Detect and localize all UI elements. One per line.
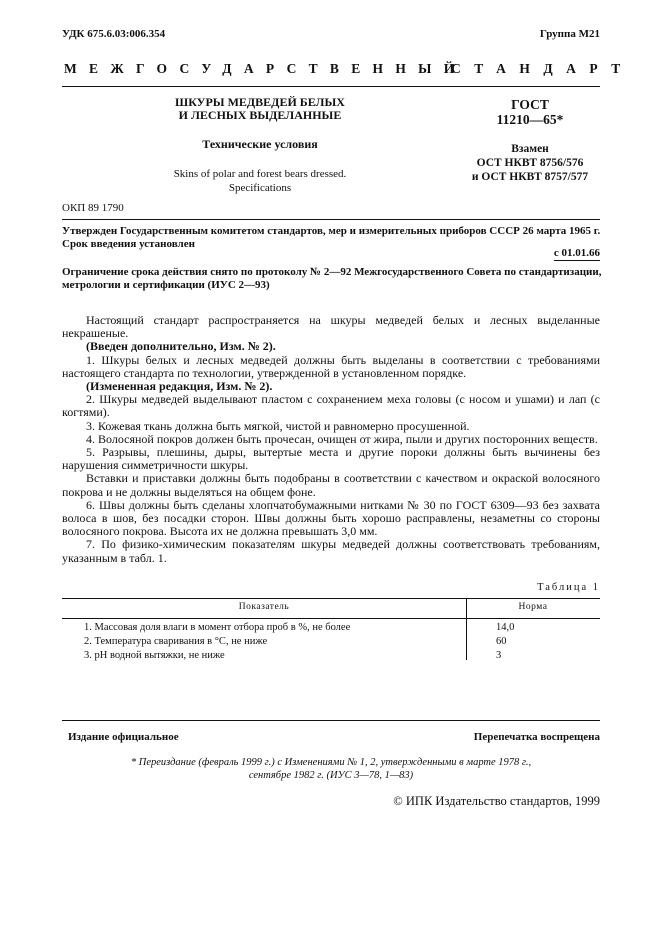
- title-line-1: ШКУРЫ МЕДВЕДЕЙ БЕЛЫХ: [175, 95, 345, 109]
- restriction-line-1: Ограничение срока действия снято по протоколу № 2—92 Межгосударственного Совета по стандартизации,: [62, 266, 602, 278]
- okp-code: ОКП 89 1790: [62, 202, 124, 214]
- table-top-rule: [62, 598, 600, 599]
- table-row-3-norm: 3: [496, 650, 502, 661]
- okp-rule: [62, 219, 600, 220]
- paragraph-3: 3. Кожевая ткань должна быть мягкой, чистой и равномерно просушенной.: [86, 418, 470, 433]
- effective-date: с 01.01.66: [553, 247, 600, 259]
- english-title-1: Skins of polar and forest bears dressed.: [173, 168, 347, 180]
- title-block: [150, 96, 370, 195]
- reissue-footnote: [62, 756, 600, 782]
- table-header-indicator: Показатель: [238, 602, 290, 612]
- header-rule: [62, 86, 600, 87]
- paragraph-5-inserts: Вставки и приставки должны быть подобраны в соответствии с качеством и окраской волосяного покрова и не должны выделяться на общем фоне.: [62, 471, 600, 499]
- footnote-line-2: сентябре 1982 г. (ИУС 3—78, 1—83): [248, 770, 414, 781]
- official-edition: Издание официальное: [68, 731, 179, 743]
- body-text: [62, 314, 600, 565]
- table-header-norm: Норма: [518, 602, 548, 612]
- english-title-2: Specifications: [228, 182, 292, 194]
- replace-label: Взамен: [511, 143, 549, 155]
- replace-line-1: ОСТ НКВТ 8756/576: [476, 157, 584, 169]
- paragraph-scope: Настоящий стандарт распространяется на шкуры медведей белых и лесных выделанные некрашеные.: [62, 313, 600, 341]
- copyright: © ИПК Издательство стандартов, 1999: [393, 794, 600, 808]
- restriction-line-2: метрологии и сертификации (ИУС 2—93): [62, 278, 270, 291]
- approval-line-2: Срок введения установлен: [62, 237, 195, 250]
- footnote-line-1: * Переиздание (февраль 1999 г.) с Изменениями № 1, 2, утвержденными в марте 1978 г.,: [130, 757, 532, 768]
- subtitle: Технические условия: [202, 137, 318, 151]
- paragraph-7: 7. По физико-химическим показателям шкуры медведей должны соответствовать требованиям, указанным в табл. 1.: [62, 537, 600, 565]
- note-introduced: (Введен дополнительно, Изм. № 2).: [86, 339, 276, 354]
- reprint-prohibited: Перепечатка воспрещена: [473, 731, 600, 743]
- restriction-block: [62, 266, 602, 291]
- gost-block: [455, 97, 605, 184]
- table-header-rule: [62, 618, 600, 619]
- table-caption: Таблица 1: [537, 582, 600, 593]
- table-row-2-norm: 60: [496, 636, 507, 647]
- table-row-2-indicator: 2. Температура сваривания в °С, не ниже: [84, 636, 268, 647]
- paragraph-2: 2. Шкуры медведей выделывают пластом с сохранением меха головы (с носом и ушами) и лап (с когтями).: [62, 392, 600, 420]
- table-row-1-indicator: 1. Массовая доля влаги в момент отбора проб в %, не более: [84, 622, 351, 633]
- paragraph-4: 4. Волосяной покров должен быть прочесан, очищен от жира, пыли и других посторонних веществ.: [86, 431, 598, 446]
- note-changed: (Измененная редакция, Изм. № 2).: [86, 379, 273, 394]
- banner-interstate: МЕЖГОСУДАРСТВЕННЫЙ: [64, 61, 467, 76]
- banner-standard: СТАНДАРТ: [451, 61, 634, 76]
- table-row-3-indicator: 3. рН водной вытяжки, не ниже: [84, 650, 225, 661]
- gost-number: 11210—65*: [496, 112, 564, 127]
- paragraph-6: 6. Швы должны быть сделаны хлопчатобумажными нитками № 30 по ГОСТ 6309—93 без захвата волоса в шов, без посадки сторон. Швы должны быть хорошо расправлены, незаметны со стороны волосяного покрова. Высота их не должна превышать 3,0 мм.: [62, 497, 600, 539]
- paragraph-5: 5. Разрывы, плешины, дыры, вытертые места и другие пороки должны быть вычинены без нарушения симметричности шкуры.: [62, 445, 600, 473]
- replace-line-2: и ОСТ НКВТ 8757/577: [471, 171, 589, 183]
- gost-label: ГОСТ: [511, 97, 549, 112]
- table-column-divider: [466, 598, 467, 660]
- udk-code: УДК 675.6.03:006.354: [62, 28, 166, 40]
- table-row-1-norm: 14,0: [496, 622, 515, 633]
- title-line-2: И ЛЕСНЫХ ВЫДЕЛАННЫЕ: [178, 108, 342, 122]
- footer-rule: [62, 720, 600, 721]
- approval-block: [62, 225, 602, 250]
- group-code: Группа М21: [539, 28, 600, 40]
- approval-line-1: Утвержден Государственным комитетом стандартов, мер и измерительных приборов СССР 26 марта 1965 г.: [62, 225, 601, 237]
- paragraph-1: 1. Шкуры белых и лесных медведей должны быть выделаны в соответствии с требованиями настоящего стандарта по технологии, утвержденной в установленном порядке.: [62, 352, 600, 380]
